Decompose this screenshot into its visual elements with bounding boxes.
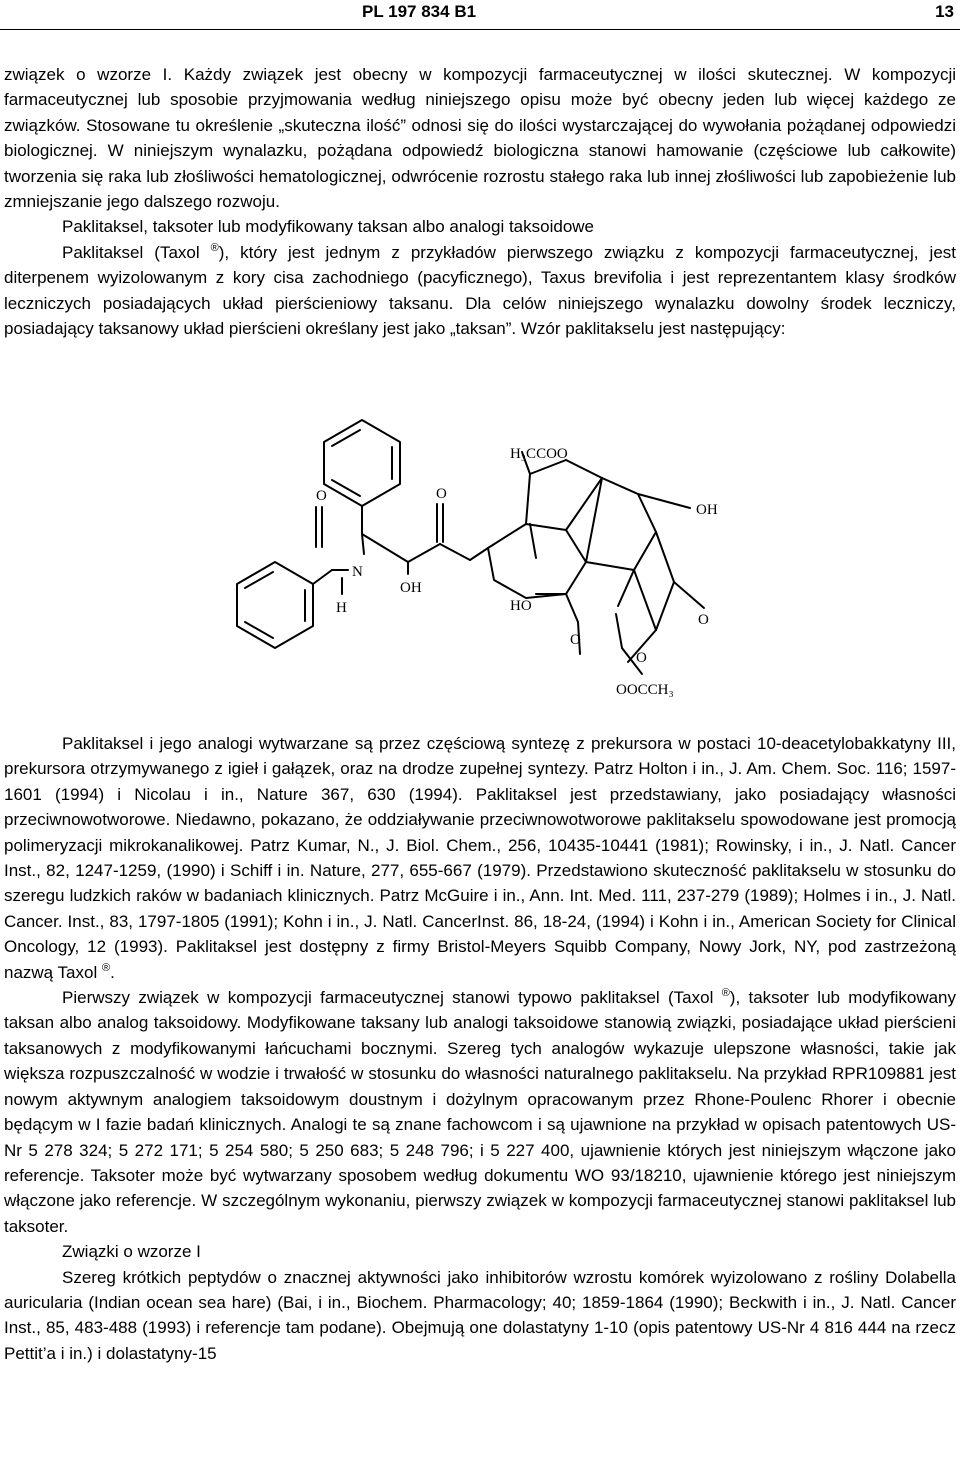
label-ho: HO bbox=[510, 598, 532, 614]
paragraph-paclitaxel-intro bbox=[4, 240, 956, 342]
label-o2: O bbox=[436, 486, 447, 502]
registered-mark: ® bbox=[721, 987, 730, 1000]
header-rule bbox=[0, 29, 960, 30]
paragraph-synthesis bbox=[4, 731, 956, 985]
paclitaxel-structure bbox=[230, 412, 750, 712]
registered-mark: ® bbox=[210, 241, 219, 254]
label-oh-side: OH bbox=[400, 580, 422, 596]
section-heading-formula-i: Związki o wzorze I bbox=[62, 1242, 201, 1262]
label-o1: O bbox=[316, 488, 327, 504]
label-o3: O bbox=[570, 632, 581, 648]
patent-number: PL 197 834 B1 bbox=[362, 2, 477, 21]
label-h: H bbox=[336, 600, 347, 616]
paclitaxel-intro-start: Paklitaksel (Taxol bbox=[62, 242, 200, 262]
synthesis-text: Paklitaksel i jego analogi wytwarzane są przez częściową syntezę z prekursora w postaci 10-deacetylobakkatyny III, prekursora otrzymywanego z igieł i gałązek, oraz na drodze zupełnej syntezy. Patrz Holton i in., J. Am. Chem. Soc. 116; 1597-1601 (1994) i Nicolau i in., Nature 367, 630 (1994). Paklitaksel jest przedstawiany, jako posiadający własności przeciwnowotworowe. Niedawno, pokazano, że oddziaływanie przeciwnowotworowe paklitakselu spowodowane jest promocją polimeryzacji mikrokanalikowej. Patrz Kumar, N., J. Biol. Chem., 256, 10435-10441 (1981); Rowinsky, i in., J. Natl. Cancer Inst., 82, 1247-1259, (1990) i Schiff i in. Nature, 277, 655-667 (1979). Przedstawiono skuteczność paklitakselu w stosunku do szeregu ludzkich raków w badaniach klinicznych. Patrz McGuire i in., Ann. Int. Med. 111, 237-279 (1989); Holmes i in., J. Natl. Cancer. Inst., 83, 1797-1805 (1991); Kohn i in., J. Natl. CancerInst. 86, 18-24, (1994) i Kohn i in., American Society for Clinical Oncology, 12 (1993). Paklitaksel jest dostępny z firmy Bristol-Meyers Squibb Company, Nowy Jork, NY, pod zastrzeżoną nazwą Taxol bbox=[4, 734, 956, 982]
paclitaxel-intro-rest: ), który jest jednym z przykładów pierwszego związku z kompozycji farmaceutycznej, jest diterpenem wyizolowanym z kory cisa zachodniego (pacyficznego), Taxus brevifolia i jest reprezentantem klasy środków leczniczych posiadających układ pierścieniowy taksanu. Dla celów niniejszego wynalazku dowolny środek leczniczy, posiadający taksanowy układ pierścieni określany jest jako „taksan”. Wzór paklitakselu jest następujący: bbox=[4, 242, 956, 339]
label-o5: O bbox=[636, 650, 647, 666]
paragraph-peptides: Szereg krótkich peptydów o znacznej aktywności jako inhibitorów wzrostu komórek wyizolowano z rośliny Dolabella auricularia (Indian ocean sea hare) (Bai, i in., Biochem. Pharmacology; 40; 1859-1864 (1990); Beckwith i in., J. Natl. Cancer Inst., 85, 483-488 (1993) i referencje tam podane). Obejmują one dolastatyny 1-10 (opis patentowy US-Nr 4 816 444 na rzecz Pettit’a i in.) i dolastatyny-15 bbox=[4, 1267, 956, 1363]
registered-mark: ® bbox=[101, 961, 111, 974]
label-acetate-top: H₃CCOO bbox=[510, 446, 568, 462]
label-oh-right: OH bbox=[696, 502, 718, 518]
page-number: 13 bbox=[935, 2, 954, 21]
text-block-bottom bbox=[4, 731, 956, 1366]
page-header bbox=[0, 2, 960, 26]
synthesis-end: . bbox=[110, 962, 115, 982]
label-ooc: OOCCH₃ bbox=[616, 682, 674, 698]
text-block-top bbox=[4, 62, 956, 341]
first-compound-start: Pierwszy związek w kompozycji farmaceutycznej stanowi typowo paklitaksel (Taxol bbox=[62, 988, 714, 1008]
section-heading-paclitaxel: Paklitaksel, taksoter lub modyfikowany taksan albo analogi taksoidowe bbox=[62, 217, 595, 237]
paragraph-first-compound bbox=[4, 985, 956, 1239]
paragraph-effective-amount: związek o wzorze I. Każdy związek jest obecny w kompozycji farmaceutycznej w ilości skutecznej. W kompozycji farmaceutycznej lub sposobie przyjmowania według niniejszego opisu może być obecny jeden lub więcej każdego ze związków. Stosowane tu określenie „skuteczna ilość” odnosi się do ilości wystarczającej do wywołania pożądanej odpowiedzi biologicznej. W niniejszym wynalazku, pożądana odpowiedź biologiczna stanowi hamowanie (częściowe lub całkowite) tworzenia się raka lub złośliwości hematologicznej, odwrócenie rozrostu stałego raka lub innej złośliwości lub zapobieżenie lub zmniejszanie jego dalszego rozwoju. bbox=[4, 65, 956, 212]
first-compound-rest: ), taksoter lub modyfikowany taksan albo analog taksoidowy. Modyfikowane taksany lub analogi taksoidowe stanowią związki, posiadające układ pierścieni taksanowych z modyfikowanymi łańcuchami bocznymi. Szereg tych analogów wykazuje ulepszone własności, takie jak większa rozpuszczalność w wodzie i trwałość w stosunku do własności naturalnego paklitakselu. Na przykład RPR109881 jest nowym aktywnym analogiem taksoidowym doustnym i dożylnym opracowanym przez Rhone-Poulenc Rhorer i obecnie będącym w I fazie badań klinicznych. Analogi te są znane fachowcom i są ujawnione na przykład w opisach patentowych US-Nr 5 278 324; 5 272 171; 5 254 580; 5 250 683; 5 248 796; i 5 227 400, ujawnienie których jest niniejszym włączone jako referencje. Taksoter może być wytwarzany sposobem według dokumentu WO 93/18210, ujawnienie którego jest niniejszym włączone jako referencje. W szczególnym wykonaniu, pierwszy związek w kompozycji farmaceutycznej stanowi paklitaksel lub taksoter. bbox=[4, 988, 956, 1236]
label-n: N bbox=[352, 564, 363, 580]
paclitaxel-structure-drawing bbox=[230, 412, 750, 712]
label-o4: O bbox=[698, 612, 709, 628]
